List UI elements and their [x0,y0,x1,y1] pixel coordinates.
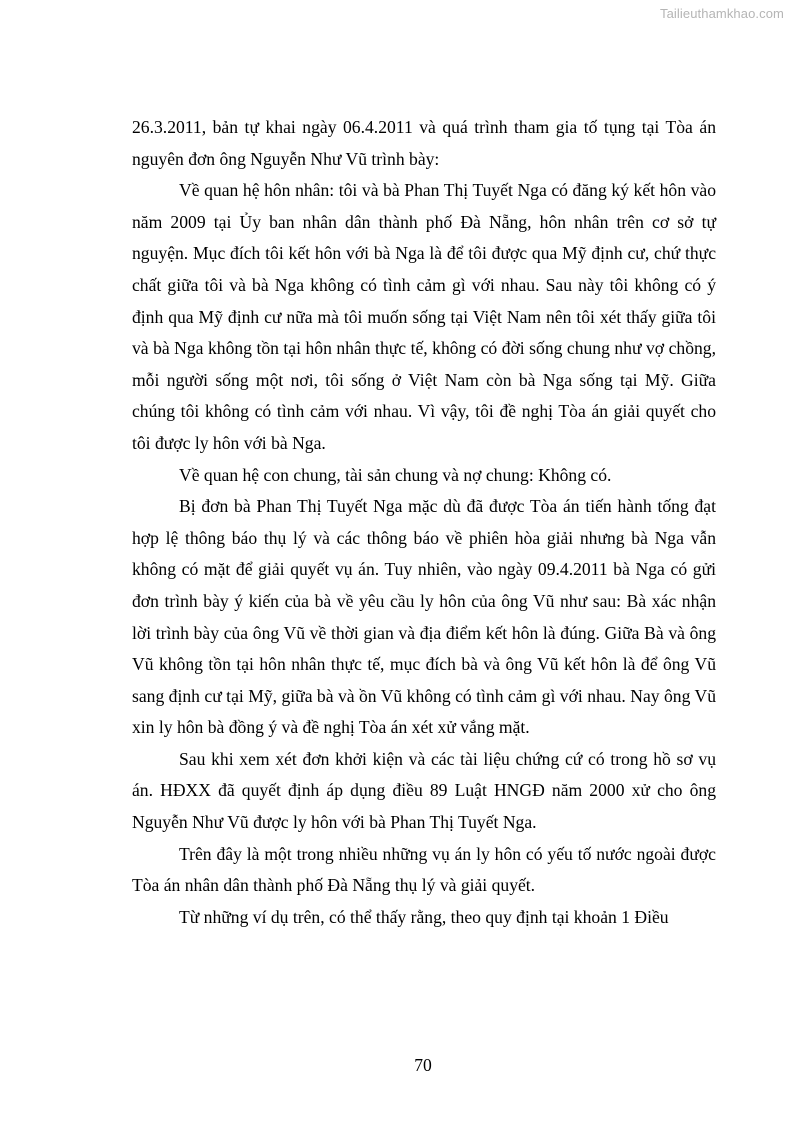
paragraph-common-property: Về quan hệ con chung, tài sản chung và nợ chung: Không có. [179,464,612,485]
paragraph-court-decision: Sau khi xem xét đơn khởi kiện và các tài liệu chứng cứ có trong hồ sơ vụ án. HĐXX đã quyết định áp dụng điều 89 Luật HNGĐ năm 2000 xử cho ông Nguyễn Như Vũ được ly hôn với bà Phan Thị Tuyết Nga. [132,748,716,833]
paragraph-defendant-statement: Bị đơn bà Phan Thị Tuyết Nga mặc dù đã được Tòa án tiến hành tống đạt hợp lệ thông báo thụ lý và các thông báo về phiên hòa giải nhưng bà Nga vẫn không có mặt để giải quyết vụ án. Tuy nhiên, vào ngày 09.4.2011 bà Nga có gửi đơn trình bày ý kiến của bà về yêu cầu ly hôn của ông Vũ như sau: Bà xác nhận lời trình bày của ông Vũ về thời gian và địa điểm kết hôn là đúng. Giữa Bà và ông Vũ không tồn tại hôn nhân thực tế, mục đích bà và ông Vũ kết hôn là để ông Vũ sang định cư tại Mỹ, giữa bà và ồn Vũ không có tình cảm gì với nhau. Nay ông Vũ xin ly hôn bà đồng ý và đề nghị Tòa án xét xử vắng mặt. [132,496,716,738]
document-body [132,112,716,933]
watermark: Tailieuthamkhao.com [659,6,784,21]
paragraph-marriage-relation: Về quan hệ hôn nhân: tôi và bà Phan Thị Tuyết Nga có đăng ký kết hôn vào năm 2009 tại Ủy ban nhân dân thành phố Đà Nẵng, hôn nhân trên cơ sở tự nguyện. Mục đích tôi kết hôn với bà Nga là để tôi được qua Mỹ định cư, chứ thực chất giữa tôi và bà Nga không có tình cảm gì với nhau. Sau này tôi không có ý định qua Mỹ định cư nữa mà tôi muốn sống tại Việt Nam nên tôi xét thấy giữa tôi và bà Nga không tồn tại hôn nhân thực tế, không có đời sống chung như vợ chồng, mỗi người sống một nơi, tôi sống ở Việt Nam còn bà Nga sống tại Mỹ. Giữa chúng tôi không có tình cảm với nhau. Vì vậy, tôi đề nghị Tòa án giải quyết cho tôi được ly hôn với bà Nga. [132,180,716,453]
page-number: 70 [414,1055,432,1075]
paragraph-conclusion-start: Từ những ví dụ trên, có thể thấy rằng, theo quy định tại khoản 1 Điều [179,906,669,927]
paragraph-summary: Trên đây là một trong nhiều những vụ án ly hôn có yếu tố nước ngoài được Tòa án nhân dân thành phố Đà Nẵng thụ lý và giải quyết. [132,843,716,896]
paragraph-continuation: 26.3.2011, bản tự khai ngày 06.4.2011 và quá trình tham gia tố tụng tại Tòa án nguyên đơn ông Nguyễn Như Vũ trình bày: [132,117,716,169]
